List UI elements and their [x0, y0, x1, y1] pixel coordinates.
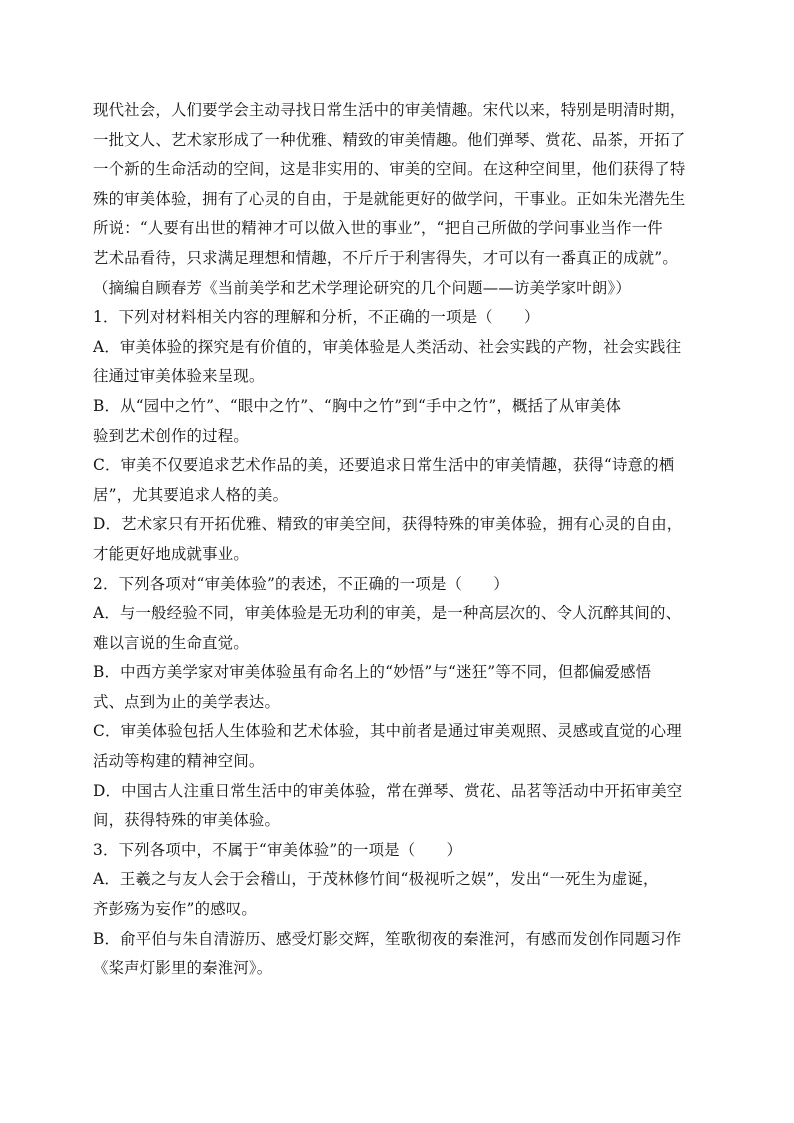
passage-line: 一批文人、艺术家形成了一种优雅、精致的审美情趣。他们弹琴、赏花、品茶，开拓了 [93, 130, 686, 149]
option-d-line2: 才能更好地成就事业。 [93, 544, 249, 563]
passage-line: 殊的审美体验，拥有了心灵的自由，于是就能更好的做学问，干事业。正如朱光潜先生 [93, 189, 686, 208]
document-content [93, 96, 705, 984]
option-c-line2: 活动等构建的精神空间。 [93, 752, 265, 771]
option-b-line1: B．从“园中之竹”、“眼中之竹”、“胸中之竹”到“手中之竹”，概括了从审美体 [93, 396, 622, 415]
passage-line: 所说：“人要有出世的精神才可以做入世的事业”，“把自己所做的学问事业当作一件 [93, 219, 663, 238]
option-b-line2: 验到艺术创作的过程。 [93, 426, 249, 445]
option-c-line1: C．审美体验包括人生体验和艺术体验，其中前者是通过审美观照、灵感或直觉的心理 [93, 722, 682, 741]
question-stem: 1．下列对材料相关内容的理解和分析，不正确的一项是（ ） [93, 308, 540, 327]
option-a-line1: A．王羲之与友人会于会稽山，于茂林修竹间“极视听之娱”，发出“一死生为虚诞， [93, 870, 659, 889]
option-a-line2: 难以言说的生命直觉。 [93, 633, 249, 652]
option-a-line2: 往通过审美体验来呈现。 [93, 367, 265, 386]
option-a-line1: A．审美体验的探究是有价值的，审美体验是人类活动、社会实践的产物，社会实践往 [93, 337, 682, 356]
option-b-line2: 式、点到为止的美学表达。 [93, 692, 281, 711]
option-b-line1: B．中西方美学家对审美体验虽有命名上的“妙悟”与“迷狂”等不同，但都偏爱感悟 [93, 663, 652, 682]
question-2 [93, 570, 705, 836]
option-b-line1: B．俞平伯与朱自清游历、感受灯影交辉，笙歌彻夜的秦淮河，有感而发创作同题习作 [93, 929, 682, 948]
passage-source: （摘编自顾春芳《当前美学和艺术学理论研究的几个问题——访美学家叶朗》） [93, 278, 631, 297]
option-a-line1: A．与一般经验不同，审美体验是无功利的审美，是一种高层次的、令人沉醉其间的、 [93, 604, 682, 623]
option-d-line2: 间，获得特殊的审美体验。 [93, 811, 281, 830]
option-b-line2: 《桨声灯影里的秦淮河》。 [93, 959, 273, 978]
option-d-line1: D．艺术家只有开拓优雅、精致的审美空间，获得特殊的审美体验，拥有心灵的自由， [93, 515, 683, 534]
passage-paragraph [93, 96, 705, 303]
option-d-line1: D．中国古人注重日常生活中的审美体验，常在弹琴、赏花、品茗等活动中开拓审美空 [93, 781, 683, 800]
passage-line: 一个新的生命活动的空间，这是非实用的、审美的空间。在这种空间里，他们获得了特 [93, 160, 686, 179]
passage-line: 艺术品看待，只求满足理想和情趣，不斤斤于利害得失，才可以有一番真正的成就”。 [93, 248, 678, 267]
question-3 [93, 836, 705, 984]
option-a-line2: 齐彭殇为妄作”的感叹。 [93, 900, 257, 919]
question-stem: 2．下列各项对“审美体验”的表述，不正确的一项是（ ） [93, 574, 509, 593]
question-stem: 3．下列各项中，不属于“审美体验”的一项是（ ） [93, 840, 463, 859]
question-1 [93, 303, 705, 569]
passage-line: 现代社会，人们要学会主动寻找日常生活中的审美情趣。宋代以来，特别是明清时期， [93, 101, 686, 119]
option-c-line2: 居”，尤其要追求人格的美。 [93, 485, 289, 504]
option-c-line1: C．审美不仅要追求艺术作品的美，还要追求日常生活中的审美情趣，获得“诗意的栖 [93, 456, 675, 475]
